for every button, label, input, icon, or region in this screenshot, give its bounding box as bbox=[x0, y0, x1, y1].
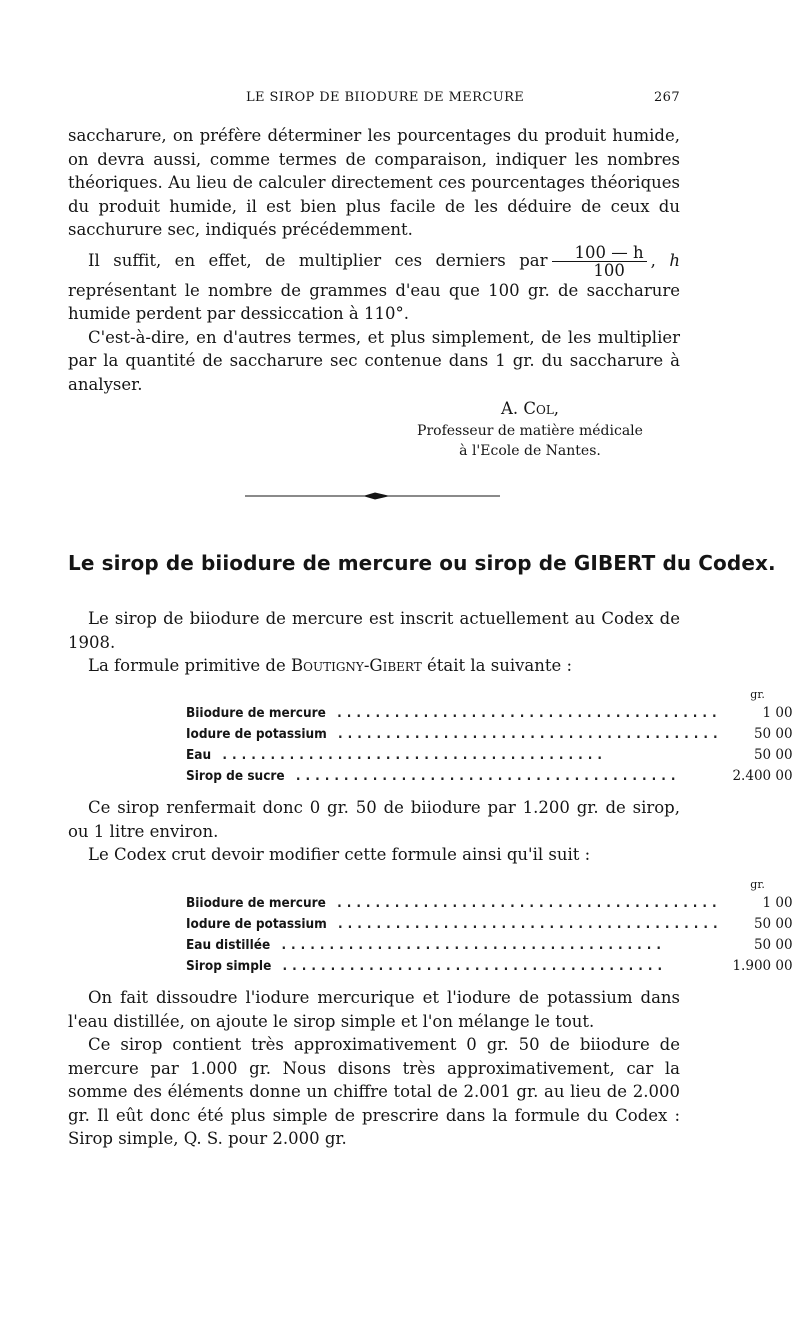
body-text-closing bbox=[68, 986, 680, 1151]
closing-paragraph-2: Ce sirop contient très approximativement 0 gr. 50 de biiodure de mercure par 1.000 gr. Nous disons très approximativement, car la somme des éléments donne un chiffre total de 2.001 gr. au lieu de 2.000 gr. Il eût donc été plus simple de prescrire dans la formule du Codex : Sirop simple, Q. S. pour 2.000 gr. bbox=[68, 1035, 680, 1148]
body-paragraph-2 bbox=[68, 654, 680, 678]
ingredient-row bbox=[186, 723, 793, 744]
closing-paragraph-1: On fait dissoudre l'iodure mercurique et l'iodure de potassium dans l'eau distillée, on ajoute le sirop simple et l'on mélange le tout. bbox=[68, 988, 680, 1031]
signature-author: A. Col, bbox=[500, 399, 560, 418]
running-head bbox=[68, 90, 680, 110]
ingredient-amount: 50 00 bbox=[753, 746, 793, 763]
intro-text bbox=[68, 124, 680, 396]
ingredient-amount: 50 00 bbox=[753, 915, 793, 932]
ingredient-name: Eau distillée bbox=[186, 936, 271, 953]
signature-block bbox=[380, 397, 680, 461]
body-text-top bbox=[68, 607, 680, 678]
dot-leader: ........................................ bbox=[328, 915, 723, 932]
ingredient-name: Sirop simple bbox=[186, 957, 272, 974]
unit-row bbox=[186, 686, 793, 702]
ingredient-row bbox=[186, 955, 793, 976]
ingredient-amount: 1 00 bbox=[762, 894, 793, 911]
intro-paragraph-2-end: représentant le nombre de grammes d'eau que 100 gr. de saccharure humide perdent par dessiccation à 110°. bbox=[68, 280, 680, 323]
middle-paragraph-1: Ce sirop renfermait donc 0 gr. 50 de biiodure par 1.200 gr. de sirop, ou 1 litre environ. bbox=[68, 798, 680, 841]
ingredient-name-cell bbox=[186, 934, 723, 955]
ingredient-name: Iodure de potassium bbox=[186, 915, 327, 932]
ingredient-name-cell bbox=[186, 702, 723, 723]
signature-title-line-2: à l'Ecole de Nantes. bbox=[459, 443, 601, 459]
ingredient-name: Eau bbox=[186, 746, 212, 763]
body-paragraph-2-end: était la suivante : bbox=[426, 656, 573, 675]
intro-paragraph-2: Il suffit, en effet, de multiplier ces derniers par $\frac{100 — h}{100}$ , h représentant le nombre de grammes d'eau que 100 gr. de saccharure humide perdent par dessiccation à 110°. bbox=[68, 242, 680, 323]
unit-row-spacer bbox=[186, 876, 723, 892]
ingredient-row bbox=[186, 702, 793, 723]
running-head-title: LE SIROP DE BIIODURE DE MERCURE bbox=[246, 90, 525, 105]
ingredient-name-cell bbox=[186, 892, 723, 913]
ingredient-amount: 50 00 bbox=[753, 936, 793, 953]
ingredient-row bbox=[186, 892, 793, 913]
page-number: 267 bbox=[653, 90, 680, 105]
codex-formula-table bbox=[186, 876, 793, 976]
ingredient-row bbox=[186, 913, 793, 934]
intro-paragraph-1: saccharure, on préfère déterminer les pourcentages du produit humide, on devra aussi, comme termes de comparaison, indiquer les nombres théoriques. Au lieu de calculer directement ces pourcentages théoriques du produit humide, il est bien plus facile de les déduire de ceux du sacchurure sec, indiqués précédemment. bbox=[68, 126, 680, 239]
ingredient-amount: 50 00 bbox=[753, 725, 793, 742]
ingredient-row bbox=[186, 744, 793, 765]
ingredient-row bbox=[186, 765, 793, 786]
section-divider-ornament bbox=[245, 491, 500, 501]
body-paragraph-2-start: La formule primitive de bbox=[88, 656, 286, 675]
body-paragraph-1: Le sirop de biiodure de mercure est inscrit actuellement au Codex de 1908. bbox=[68, 609, 680, 652]
fraction bbox=[552, 244, 647, 279]
ingredient-amount: 2.400 00 bbox=[732, 767, 793, 784]
signature-title-line-1: Professeur de matière médicale bbox=[417, 423, 643, 439]
fraction-denominator: 100 bbox=[593, 260, 625, 280]
dot-leader: ........................................ bbox=[273, 957, 668, 974]
unit-row bbox=[186, 876, 793, 892]
dot-leader: ........................................ bbox=[286, 767, 681, 784]
unit-label: gr. bbox=[750, 877, 765, 891]
intro-paragraph-3: C'est-à-dire, en d'autres termes, et plus simplement, de les multiplier par la quantité de saccharure sec contenue dans 1 gr. du saccharure à analyser. bbox=[68, 327, 680, 394]
unit-row-spacer bbox=[186, 686, 723, 702]
ingredient-name-cell bbox=[186, 913, 723, 934]
ingredient-name-cell bbox=[186, 955, 723, 976]
primitive-formula-table bbox=[186, 686, 793, 786]
ingredient-name: Biiodure de mercure bbox=[186, 894, 326, 911]
section-heading: Le sirop de biiodure de mercure ou sirop de GIBERT du Codex. bbox=[68, 551, 776, 575]
ingredient-name: Sirop de sucre bbox=[186, 767, 285, 784]
ingredient-row bbox=[186, 934, 793, 955]
ingredient-name: Iodure de potassium bbox=[186, 725, 327, 742]
ingredient-name: Biiodure de mercure bbox=[186, 704, 326, 721]
fraction-numerator: 100 — h bbox=[552, 244, 647, 262]
ingredient-amount: 1 00 bbox=[762, 704, 793, 721]
dot-leader: ........................................ bbox=[328, 725, 723, 742]
ingredient-name-cell bbox=[186, 744, 723, 765]
ingredient-name-cell bbox=[186, 723, 723, 744]
dot-leader: ........................................ bbox=[327, 704, 722, 721]
unit-label: gr. bbox=[750, 687, 765, 701]
dot-leader: ........................................ bbox=[327, 894, 722, 911]
ingredient-amount: 1.900 00 bbox=[732, 957, 793, 974]
ingredient-name-cell bbox=[186, 765, 723, 786]
variable-h: h bbox=[669, 250, 680, 270]
dot-leader: ........................................ bbox=[272, 936, 667, 953]
author-name-boutigny-gibert: Boutigny-Gibert bbox=[291, 656, 422, 675]
middle-paragraph-2: Le Codex crut devoir modifier cette formule ainsi qu'il suit : bbox=[88, 845, 591, 864]
intro-paragraph-2-start: Il suffit, en effet, de multiplier ces derniers par bbox=[88, 250, 548, 270]
dot-leader: ........................................ bbox=[213, 746, 607, 763]
body-text-middle bbox=[68, 796, 680, 867]
